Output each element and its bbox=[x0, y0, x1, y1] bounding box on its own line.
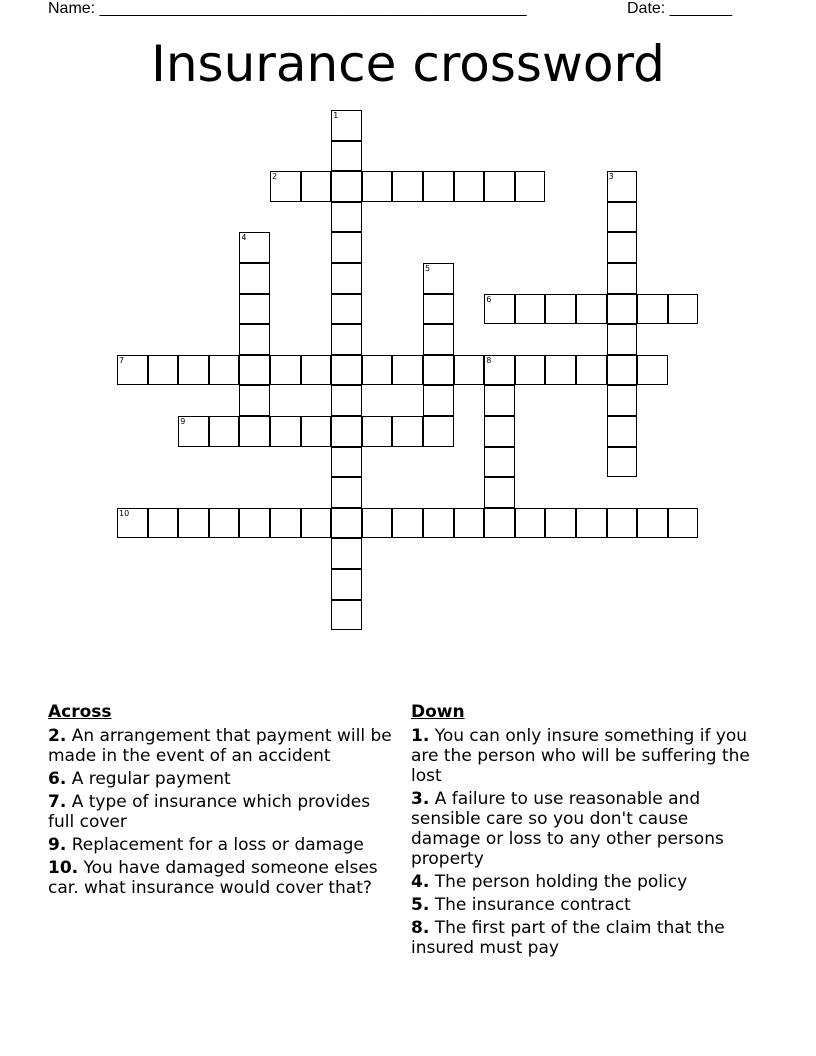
grid-cell[interactable] bbox=[637, 508, 668, 539]
down-heading: Down bbox=[411, 702, 465, 722]
down-clue-8 bbox=[411, 918, 761, 958]
clue-text: A regular payment bbox=[71, 769, 231, 789]
grid-cell[interactable] bbox=[454, 508, 485, 539]
clue-number-label: 10 bbox=[119, 508, 130, 518]
grid-cell[interactable] bbox=[454, 171, 485, 202]
grid-cell[interactable] bbox=[515, 171, 546, 202]
clue-number-label: 7 bbox=[119, 355, 125, 365]
grid-cell[interactable] bbox=[331, 355, 362, 386]
grid-cell[interactable] bbox=[331, 569, 362, 600]
down-clue-5 bbox=[411, 895, 761, 915]
grid-cell[interactable] bbox=[362, 416, 393, 447]
clue-text: You have damaged someone elses car. what insurance would cover that? bbox=[48, 858, 378, 898]
grid-cell[interactable] bbox=[392, 171, 423, 202]
grid-cell[interactable] bbox=[545, 294, 576, 325]
clue-text: The first part of the claim that the insured must pay bbox=[411, 918, 725, 958]
grid-cell[interactable] bbox=[545, 355, 576, 386]
grid-cell[interactable] bbox=[331, 294, 362, 325]
grid-cell[interactable] bbox=[331, 508, 362, 539]
across-heading: Across bbox=[48, 702, 112, 722]
grid-cell[interactable] bbox=[239, 508, 270, 539]
grid-cell[interactable] bbox=[576, 355, 607, 386]
clue-number: 9. bbox=[48, 835, 67, 855]
grid-cell[interactable] bbox=[331, 263, 362, 294]
grid-cell[interactable] bbox=[392, 416, 423, 447]
grid-cell[interactable] bbox=[148, 508, 179, 539]
grid-cell[interactable] bbox=[117, 508, 148, 539]
clue-number: 8. bbox=[411, 918, 430, 938]
name-field-label: Name: ________________________________________________ bbox=[48, 0, 527, 17]
grid-cell[interactable] bbox=[484, 385, 515, 416]
grid-cell[interactable] bbox=[515, 508, 546, 539]
date-field-label: Date: _______ bbox=[627, 0, 732, 17]
grid-cell[interactable] bbox=[209, 416, 240, 447]
grid-cell[interactable] bbox=[301, 508, 332, 539]
down-clue-4 bbox=[411, 872, 761, 892]
grid-cell[interactable] bbox=[484, 355, 515, 386]
clue-number-label: 4 bbox=[241, 233, 247, 243]
across-clue-9 bbox=[48, 835, 393, 855]
clue-number-label: 9 bbox=[180, 417, 186, 426]
across-clue-10 bbox=[48, 858, 393, 898]
grid-cell[interactable] bbox=[239, 355, 270, 386]
grid-cell[interactable] bbox=[515, 355, 546, 386]
grid-cell[interactable] bbox=[637, 294, 668, 325]
grid-cell[interactable] bbox=[331, 416, 362, 447]
grid-cell[interactable] bbox=[239, 324, 270, 355]
grid-cell[interactable] bbox=[607, 355, 638, 386]
clue-text: A failure to use reasonable and sensible care so you don't cause damage or loss to any other persons property bbox=[411, 789, 724, 869]
clue-text: The person holding the policy bbox=[434, 872, 688, 892]
grid-cell[interactable] bbox=[331, 232, 362, 263]
clue-number-label: 3 bbox=[608, 172, 614, 182]
grid-cell[interactable] bbox=[362, 355, 393, 386]
grid-cell[interactable] bbox=[331, 141, 362, 172]
clue-text: Replacement for a loss or damage bbox=[71, 835, 364, 855]
header-line bbox=[48, 0, 748, 20]
grid-cell[interactable] bbox=[423, 385, 454, 416]
across-clues bbox=[48, 702, 393, 901]
puzzle-title: Insurance crossword bbox=[151, 35, 665, 93]
grid-cell[interactable] bbox=[331, 110, 362, 141]
grid-cell[interactable] bbox=[484, 416, 515, 447]
grid-cell[interactable] bbox=[484, 171, 515, 202]
grid-cell[interactable] bbox=[607, 171, 638, 202]
grid-cell[interactable] bbox=[331, 202, 362, 233]
grid-cell[interactable] bbox=[331, 477, 362, 508]
clue-number-label: 5 bbox=[425, 264, 431, 273]
grid-cell[interactable] bbox=[484, 508, 515, 539]
grid-cell[interactable] bbox=[484, 477, 515, 508]
grid-cell[interactable] bbox=[607, 324, 638, 355]
grid-cell[interactable] bbox=[239, 385, 270, 416]
grid-cell[interactable] bbox=[209, 355, 240, 386]
clue-number-label: 1 bbox=[333, 111, 339, 120]
grid-cell[interactable] bbox=[331, 447, 362, 478]
grid-cell[interactable] bbox=[484, 294, 515, 325]
down-clues bbox=[411, 702, 761, 961]
grid-cell[interactable] bbox=[148, 355, 179, 386]
grid-cell[interactable] bbox=[423, 171, 454, 202]
down-clue-1 bbox=[411, 726, 761, 786]
grid-cell[interactable] bbox=[392, 508, 423, 539]
clue-number: 1. bbox=[411, 726, 430, 746]
down-clue-3 bbox=[411, 789, 761, 869]
across-clue-6 bbox=[48, 769, 393, 789]
grid-cell[interactable] bbox=[668, 294, 699, 325]
grid-cell[interactable] bbox=[270, 416, 301, 447]
grid-cell[interactable] bbox=[239, 263, 270, 294]
clue-number: 7. bbox=[48, 792, 67, 812]
clue-number: 10. bbox=[48, 858, 79, 878]
grid-cell[interactable] bbox=[209, 508, 240, 539]
grid-cell[interactable] bbox=[301, 171, 332, 202]
grid-cell[interactable] bbox=[607, 447, 638, 478]
grid-cell[interactable] bbox=[607, 385, 638, 416]
grid-cell[interactable] bbox=[607, 263, 638, 294]
clue-number: 4. bbox=[411, 872, 430, 892]
grid-cell[interactable] bbox=[331, 600, 362, 631]
clue-text: An arrangement that payment will be made in the event of an accident bbox=[48, 726, 392, 766]
clue-number-label: 2 bbox=[272, 172, 278, 182]
clue-number-label: 6 bbox=[486, 294, 492, 304]
clue-text: The insurance contract bbox=[434, 895, 631, 915]
clue-text: You can only insure something if you are the person who will be suffering the lost bbox=[411, 726, 750, 786]
grid-cell[interactable] bbox=[423, 263, 454, 294]
grid-cell[interactable] bbox=[178, 508, 209, 539]
grid-cell[interactable] bbox=[607, 294, 638, 325]
grid-cell[interactable] bbox=[576, 294, 607, 325]
clue-number: 2. bbox=[48, 726, 67, 746]
grid-cell[interactable] bbox=[423, 416, 454, 447]
clue-number: 3. bbox=[411, 789, 430, 809]
grid-cell[interactable] bbox=[392, 355, 423, 386]
grid-cell[interactable] bbox=[178, 355, 209, 386]
grid-cell[interactable] bbox=[331, 538, 362, 569]
grid-cell[interactable] bbox=[362, 508, 393, 539]
grid-cell[interactable] bbox=[239, 294, 270, 325]
clue-number-label: 8 bbox=[486, 355, 492, 365]
grid-cell[interactable] bbox=[607, 508, 638, 539]
grid-cell[interactable] bbox=[362, 171, 393, 202]
grid-cell[interactable] bbox=[239, 232, 270, 263]
grid-cell[interactable] bbox=[301, 416, 332, 447]
grid-cell[interactable] bbox=[270, 171, 301, 202]
grid-cell[interactable] bbox=[239, 416, 270, 447]
grid-cell[interactable] bbox=[637, 355, 668, 386]
across-clue-2 bbox=[48, 726, 393, 766]
clue-text: A type of insurance which provides full cover bbox=[48, 792, 371, 832]
grid-cell[interactable] bbox=[331, 385, 362, 416]
grid-cell[interactable] bbox=[607, 416, 638, 447]
clue-number: 6. bbox=[48, 769, 67, 789]
grid-cell[interactable] bbox=[423, 355, 454, 386]
grid-cell[interactable] bbox=[117, 355, 148, 386]
grid-cell[interactable] bbox=[423, 294, 454, 325]
grid-cell[interactable] bbox=[576, 508, 607, 539]
grid-cell[interactable] bbox=[270, 508, 301, 539]
grid-cell[interactable] bbox=[423, 324, 454, 355]
grid-cell[interactable] bbox=[331, 324, 362, 355]
grid-cell[interactable] bbox=[178, 416, 209, 447]
clue-number: 5. bbox=[411, 895, 430, 915]
grid-cell[interactable] bbox=[515, 294, 546, 325]
grid-cell[interactable] bbox=[454, 355, 485, 386]
grid-cell[interactable] bbox=[301, 355, 332, 386]
grid-cell[interactable] bbox=[484, 447, 515, 478]
grid-cell[interactable] bbox=[331, 171, 362, 202]
grid-cell[interactable] bbox=[607, 232, 638, 263]
across-clue-7 bbox=[48, 792, 393, 832]
grid-cell[interactable] bbox=[423, 508, 454, 539]
grid-cell[interactable] bbox=[270, 355, 301, 386]
grid-cell[interactable] bbox=[607, 202, 638, 233]
grid-cell[interactable] bbox=[545, 508, 576, 539]
grid-cell[interactable] bbox=[668, 508, 699, 539]
